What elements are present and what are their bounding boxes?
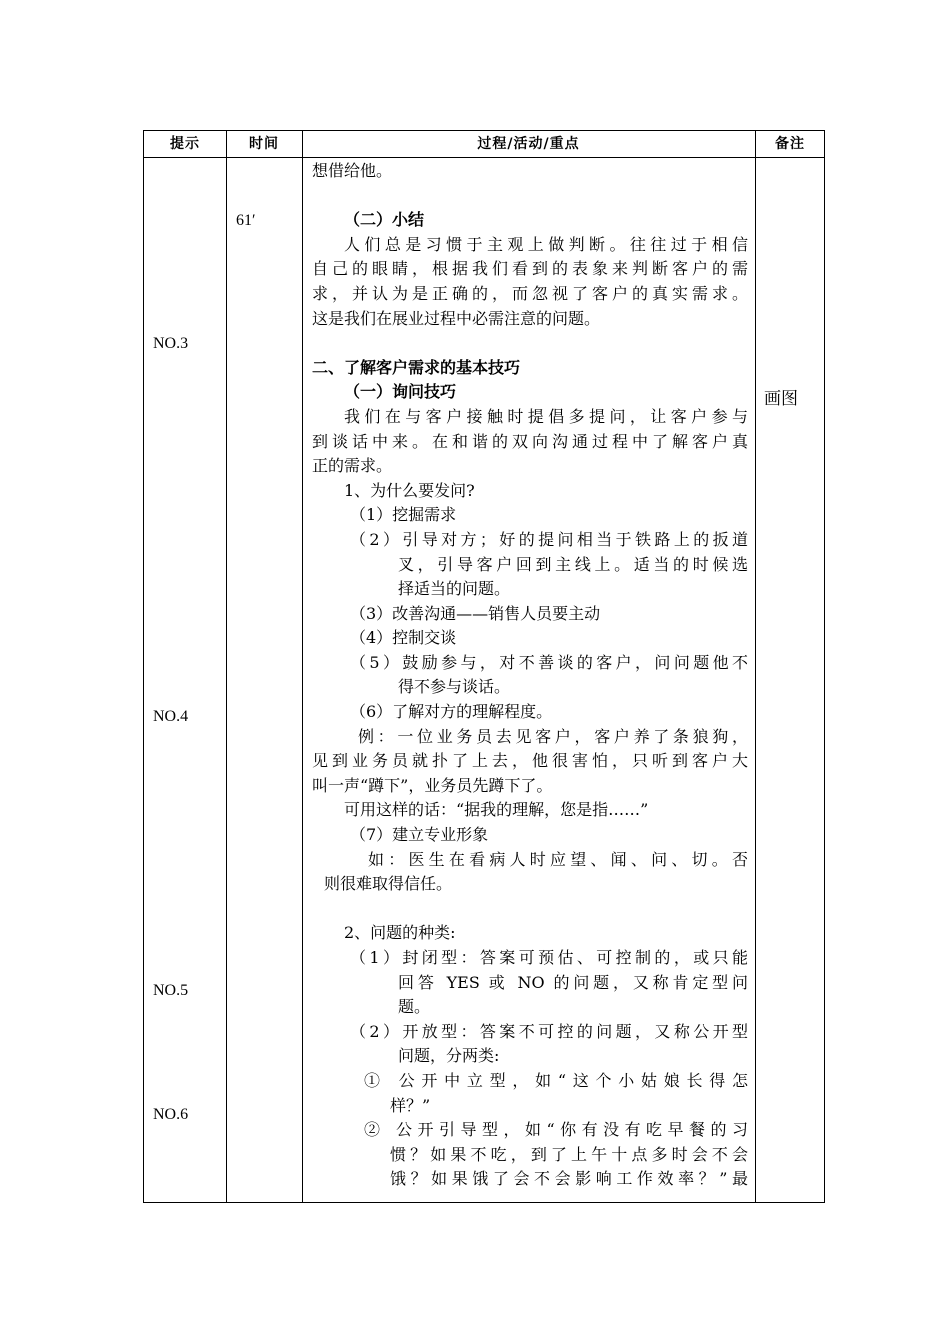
section-heading: 二、了解客户需求的基本技巧 bbox=[312, 357, 521, 377]
text-line: ① 公开中立型，如“这个小姑娘长得怎 bbox=[364, 1070, 748, 1090]
text-line: 例：一位业务员去见客户，客户养了条狼狗， bbox=[358, 726, 748, 746]
text-line: 到谈话中来。在和谐的双向沟通过程中了解客户真 bbox=[312, 431, 748, 451]
section-heading: （一）询问技巧 bbox=[344, 382, 457, 402]
time-mark: 61′ bbox=[236, 212, 256, 229]
cue-no4: NO.4 bbox=[153, 708, 189, 725]
text-line: 则很难取得信任。 bbox=[324, 874, 453, 894]
header-cue: 提示 bbox=[170, 136, 200, 152]
text-line: （6）了解对方的理解程度。 bbox=[350, 702, 553, 722]
cue-no6: NO.6 bbox=[153, 1106, 189, 1123]
text-line: 样？” bbox=[390, 1095, 431, 1115]
text-line: 叫一声“蹲下”，业务员先蹲下了。 bbox=[312, 775, 553, 795]
header-time: 时间 bbox=[249, 136, 279, 152]
text-line: 叉，引导客户回到主线上。适当的时候选 bbox=[398, 554, 748, 574]
process-content bbox=[312, 159, 748, 1192]
header-process: 过程/活动/重点 bbox=[477, 136, 580, 152]
text-line: 这是我们在展业过程中必需注意的问题。 bbox=[312, 308, 601, 328]
header-divider bbox=[144, 157, 824, 158]
text-line: 见到业务员就扑了上去，他很害怕，只听到客户大 bbox=[312, 751, 748, 771]
text-line: 饿？如果饿了会不会影响工作效率？”最 bbox=[390, 1169, 748, 1189]
column-divider bbox=[302, 131, 303, 1202]
text-line: （3）改善沟通——销售人员要主动 bbox=[350, 603, 601, 623]
text-line: 择适当的问题。 bbox=[398, 579, 511, 599]
header-note: 备注 bbox=[775, 136, 805, 152]
section-heading: （二）小结 bbox=[344, 210, 425, 230]
text-line: 问题，分两类: bbox=[398, 1046, 500, 1066]
column-divider bbox=[226, 131, 227, 1202]
cue-no3: NO.3 bbox=[153, 335, 189, 352]
text-line: ② 公开引导型，如“你有没有吃早餐的习 bbox=[364, 1120, 748, 1140]
text-line: 如：医生在看病人时应望、闻、问、切。否 bbox=[368, 849, 748, 869]
text-line: 可用这样的话：“据我的理解，您是指……” bbox=[344, 800, 649, 820]
note-draw: 画图 bbox=[764, 389, 798, 409]
text-line: 自己的眼睛，根据我们看到的表象来判断客户的需 bbox=[312, 259, 748, 279]
lesson-plan-table bbox=[143, 130, 825, 1203]
text-line: 2、问题的种类: bbox=[344, 923, 456, 943]
text-line: 人们总是习惯于主观上做判断。往往过于相信 bbox=[344, 234, 748, 254]
text-line: （5）鼓励参与，对不善谈的客户，问问题他不 bbox=[350, 652, 748, 672]
text-line: 得不参与谈话。 bbox=[398, 677, 511, 697]
text-line: 求，并认为是正确的，而忽视了客户的真实需求。 bbox=[312, 283, 748, 303]
column-divider bbox=[755, 131, 756, 1202]
text-line: 正的需求。 bbox=[312, 456, 393, 476]
text-line: 1、为什么要发问? bbox=[344, 480, 475, 500]
text-line: （1）封闭型：答案可预估、可控制的，或只能 bbox=[350, 948, 748, 967]
cue-no5: NO.5 bbox=[153, 982, 189, 999]
text-line: （4）控制交谈 bbox=[350, 628, 457, 648]
text-line: 题。 bbox=[398, 997, 431, 1017]
text-line: 想借给他。 bbox=[312, 161, 393, 180]
text-line: 我们在与客户接触时提倡多提问，让客户参与 bbox=[344, 406, 748, 426]
text-line: （1）挖掘需求 bbox=[350, 505, 457, 525]
text-line: 惯？如果不吃，到了上午十点多时会不会 bbox=[390, 1144, 748, 1164]
text-line: （7）建立专业形象 bbox=[350, 825, 489, 845]
text-line: （2）引导对方；好的提问相当于铁路上的扳道 bbox=[350, 529, 748, 549]
text-line: （2）开放型：答案不可控的问题，又称公开型 bbox=[350, 1021, 748, 1041]
text-line: 回答 YES 或 NO 的问题，又称肯定型问 bbox=[398, 972, 748, 992]
